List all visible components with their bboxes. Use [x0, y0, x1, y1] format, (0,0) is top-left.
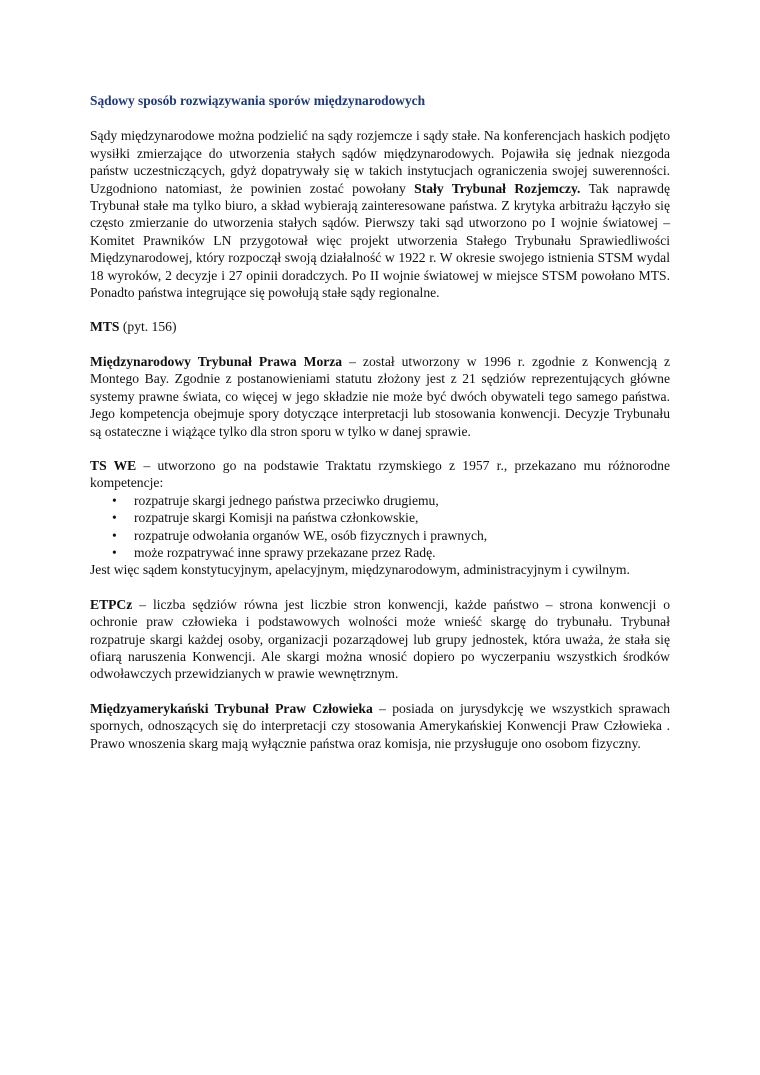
etpcz-paragraph: [90, 596, 670, 683]
list-item: [90, 544, 670, 561]
intro-text-2: Tak naprawdę Trybunał stałe ma tylko biuro, a skład wybierają zainteresowane państwa. Z krytyka arbitrażu łączyło się często zmierzanie do utworzenia stałych sądów. Pierwszy taki sąd utworzono po I wojnie światowej – Komitet Prawników LN przygotował więc projekt utworzenia Stałego Trybunału Sprawiedliwości Międzynarodowej, który rozpoczął swoją działalność w 1922 r. W okresie swojego istnienia STSM wydal 18 wyroków, 2 decyzje i 27 opinii doradczych. Po II wojnie światowej w miejsce STSM powołano MTS. Ponadto państwa integrujące się powołują stałe sądy regionalne.: [90, 180, 671, 301]
document-heading: Sądowy sposób rozwiązywania sporów międzynarodowych: [90, 93, 426, 108]
bullet-icon: •: [112, 544, 117, 560]
mtpm-paragraph: [90, 353, 670, 440]
list-item: [90, 509, 670, 526]
mtpc-term: Międzyamerykański Trybunał Praw Człowieka: [90, 700, 373, 716]
document-page: [90, 92, 670, 769]
list-item-text: rozpatruje odwołania organów WE, osób fizycznych i prawnych,: [134, 527, 488, 543]
list-item-text: rozpatruje skargi jednego państwa przeciwko drugiemu,: [134, 492, 439, 508]
tswe-text: – utworzono go na podstawie Traktatu rzymskiego z 1957 r., przekazano mu różnorodne kompetencje:: [90, 457, 670, 491]
mts-paragraph: [90, 318, 670, 335]
mts-term: MTS: [90, 319, 120, 335]
bullet-icon: •: [112, 510, 117, 526]
tswe-paragraph: [90, 457, 670, 492]
mtpc-text: – posiada on jurysdykcję we wszystkich sprawach spornych, odnoszących się do interpretacji czy stosowania Amerykańskiej Konwencji Praw Człowieka . Prawo wnoszenia skarg mają wyłącznie państwa oraz komisja, nie przysługuje ono osobom fizyczny.: [90, 700, 670, 751]
intro-bold-term: Stały Trybunał Rozjemczy.: [414, 180, 581, 196]
bullet-icon: •: [112, 492, 117, 508]
list-item: [90, 492, 670, 509]
mtpm-text: – został utworzony w 1996 r. zgodnie z Konwencją z Montego Bay. Zgodnie z postanowieniami statutu złożony jest z 21 sędziów reprezentujących główne systemy prawne świata, co więcej w jego składzie nie może być dwóch obywateli tego samego państwa. Jego kompetencja obejmuje spory dotyczące interpretacji lub stosowania konwencji. Decyzje Trybunału są ostateczne i wiążące tylko dla stron sporu w tylko w danej sprawie.: [90, 353, 670, 439]
list-item-text: rozpatruje skargi Komisji na państwa członkowskie,: [134, 510, 419, 526]
mtpm-term: Międzynarodowy Trybunał Prawa Morza: [90, 353, 343, 369]
etpcz-text: – liczba sędziów równa jest liczbie stron konwencji, każde państwo – strona konwencji o ochronie praw człowieka i podstawowych wolności może wnieść skargę do trybunału. Trybunał rozpatruje skargi każdej osoby, organizacji pozarządowej lub grupy jednostek, która uważa, że stała się ofiarą naruszenia Konwencji. Ale skargi można wnosić dopiero po wyczerpaniu wszystkich środków odwoławczych przewidzianych w prawie wewnętrznym.: [90, 596, 670, 682]
intro-text-1: Sądy międzynarodowe można podzielić na sądy rozjemcze i sądy stałe. Na konferencjach haskich podjęto wysiłki zmierzające do utworzenia stałych sądów międzynarodowych. Pojawiła się jednak niezgoda państw uczestniczących, gdyż dopatrywały się w takich instytucjach ograniczenia swojej suwerenności. Uzgodniono natomiast, że powinien zostać powołany: [90, 128, 670, 196]
tswe-summary: Jest więc sądem konstytucyjnym, apelacyjnym, międzynarodowym, administracyjnym i cywilnym.: [90, 562, 630, 578]
bullet-icon: •: [112, 527, 117, 543]
etpcz-term: ETPCz: [90, 596, 133, 612]
mts-note: (pyt. 156): [119, 319, 177, 335]
list-item: [90, 527, 670, 544]
tswe-competence-list: [90, 492, 670, 562]
intro-paragraph: [90, 127, 670, 301]
mtpc-paragraph: [90, 700, 670, 752]
list-item-text: może rozpatrywać inne sprawy przekazane przez Radę.: [134, 544, 436, 560]
tswe-section: [90, 457, 670, 579]
tswe-term: TS WE: [90, 457, 137, 473]
